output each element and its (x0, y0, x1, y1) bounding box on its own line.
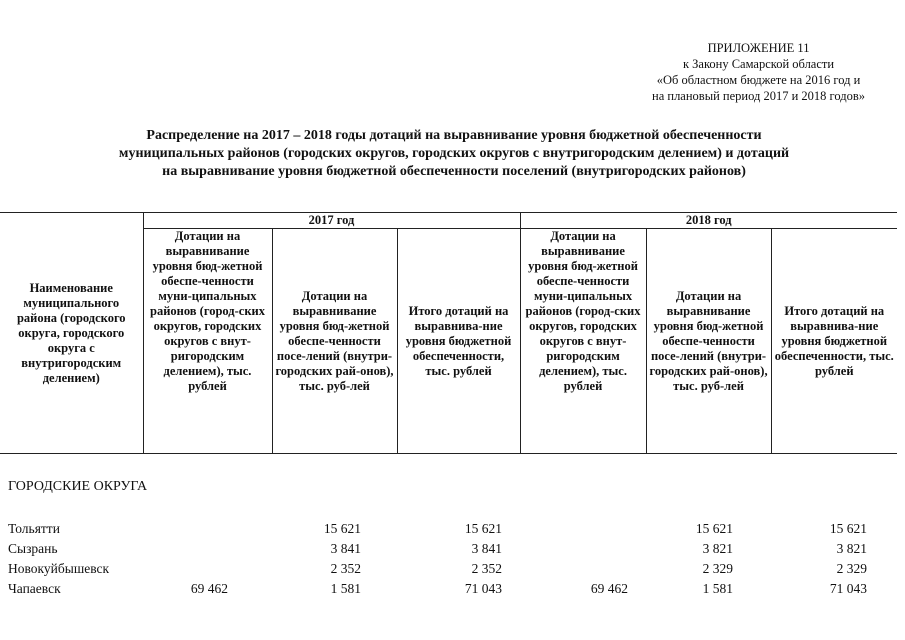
header-year-2018: 2018 год (520, 213, 897, 229)
cell-2018-settlement: 1 581 (702, 581, 733, 596)
cell-2017-district (143, 537, 272, 557)
cell-2017-settlement: 3 841 (330, 541, 361, 556)
title-line-2: муниципальных районов (городских округов, городских округов с внутригородским делением) и дотаций (118, 146, 790, 161)
cell-2018-district: 69 462 (590, 581, 628, 596)
table-row (0, 577, 897, 597)
table-body (0, 517, 897, 597)
header-2018-total: Итого дотаций на выравнива-ние уровня бюджетной обеспеченности, тыс. рублей (771, 229, 897, 454)
cell-2018-settlement: 2 329 (702, 561, 733, 576)
row-name: Чапаевск (8, 581, 61, 596)
cell-2017-settlement: 2 352 (330, 561, 361, 576)
header-2018-settlement-subsidies: Дотации на выравнивание уровня бюд-жетной обеспе-ченности посе-лений (внутри-городских рай-онов), тыс. руб-лей (646, 229, 771, 454)
cell-2018-total: 15 621 (829, 521, 867, 536)
header-2018-district-subsidies: Дотации на выравнивание уровня бюд-жетной обеспе-ченности муни-ципальных районов (город-ских округов, городских округов с внут-ригородским делением), тыс. рублей (520, 229, 646, 454)
appendix-law-period: на плановый период 2017 и 2018 годов» (652, 89, 865, 103)
section-title: ГОРОДСКИЕ ОКРУГА (8, 479, 148, 494)
cell-2017-district (143, 517, 272, 537)
cell-2018-district (520, 517, 646, 537)
cell-2018-total: 71 043 (829, 581, 867, 596)
table-row (0, 557, 897, 577)
cell-2018-district (520, 537, 646, 557)
cell-2017-total: 15 621 (464, 521, 502, 536)
cell-2017-total: 2 352 (471, 561, 502, 576)
cell-2018-total: 3 821 (836, 541, 867, 556)
header-municipality: Наименование муниципального района (городского округа, городского округа с внутригородским делением) (0, 213, 143, 454)
cell-2017-settlement: 1 581 (330, 581, 361, 596)
cell-2017-district (143, 557, 272, 577)
row-name: Тольятти (8, 521, 60, 536)
title-line-3: на выравнивание уровня бюджетной обеспеченности поселений (внутригородских районов) (162, 164, 746, 179)
appendix-law: к Закону Самарской области (682, 57, 835, 71)
cell-2018-district (520, 557, 646, 577)
appendix-block (652, 40, 865, 104)
appendix-law-title: «Об областном бюджете на 2016 год и (656, 73, 861, 87)
row-name: Сызрань (8, 541, 58, 556)
header-2017-total: Итого дотаций на выравнива-ние уровня бюджетной обеспеченности, тыс. рублей (397, 229, 520, 454)
cell-2017-total: 71 043 (464, 581, 502, 596)
appendix-number: ПРИЛОЖЕНИЕ 11 (707, 41, 810, 55)
table-header (0, 212, 897, 454)
table-row (0, 517, 897, 537)
cell-2017-district: 69 462 (190, 581, 228, 596)
table-row (0, 537, 897, 557)
header-year-2017: 2017 год (143, 213, 520, 229)
cell-2017-total: 3 841 (471, 541, 502, 556)
cell-2018-total: 2 329 (836, 561, 867, 576)
cell-2018-settlement: 15 621 (695, 521, 733, 536)
title-line-1: Распределение на 2017 – 2018 годы дотаций на выравнивание уровня бюджетной обеспеченности (146, 128, 762, 143)
cell-2018-settlement: 3 821 (702, 541, 733, 556)
row-name: Новокуйбышевск (8, 561, 110, 576)
cell-2017-settlement: 15 621 (323, 521, 361, 536)
header-2017-settlement-subsidies: Дотации на выравнивание уровня бюд-жетной обеспе-ченности посе-лений (внутри-городских рай-онов), тыс. руб-лей (272, 229, 397, 454)
header-2017-district-subsidies: Дотации на выравнивание уровня бюд-жетной обеспе-ченности муни-ципальных районов (город-ских округов, городских округов с внут-ригородским делением), тыс. рублей (143, 229, 272, 454)
document-title (20, 127, 888, 181)
